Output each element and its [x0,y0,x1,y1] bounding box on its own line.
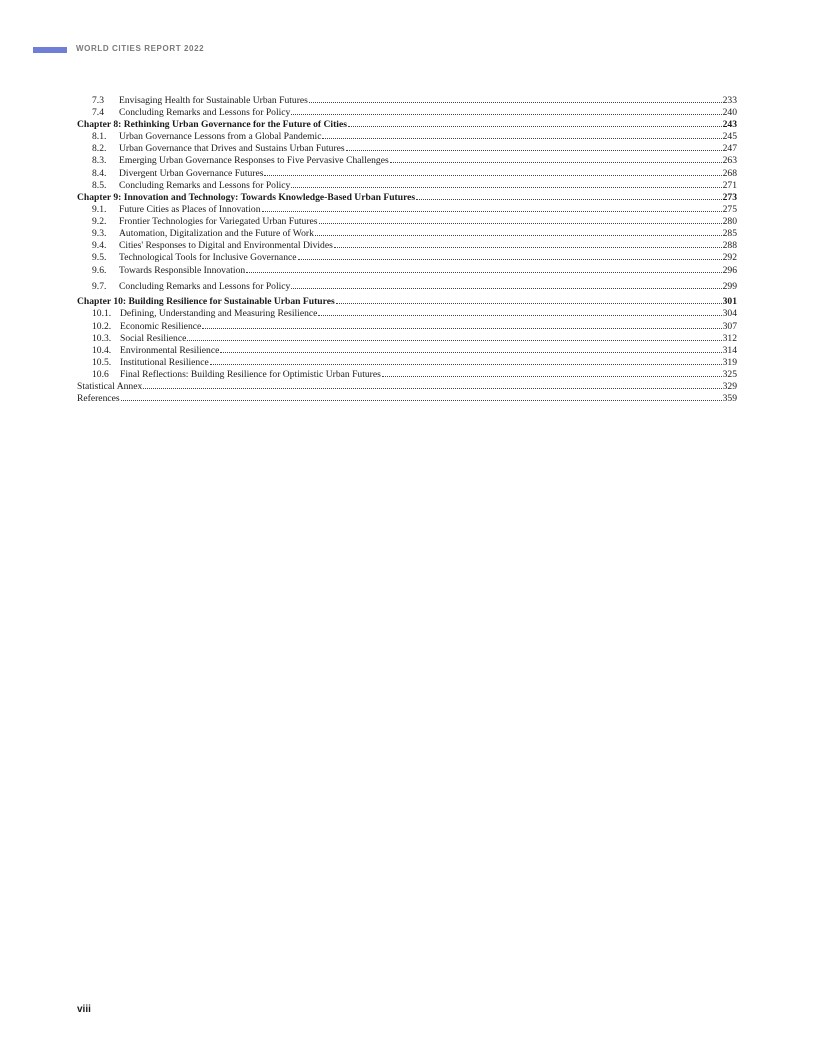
dot-leader [210,356,722,365]
table-of-contents [77,94,737,404]
toc-entry-page: 312 [722,332,737,344]
dot-leader [220,344,721,353]
running-header-title: WORLD CITIES REPORT 2022 [76,44,205,53]
toc-entry-title: Frontier Technologies for Variegated Urban Futures [119,215,318,227]
toc-entry[interactable] [77,94,737,106]
dot-leader [202,320,721,329]
toc-entry-title: Towards Responsible Innovation [119,265,246,277]
toc-entry[interactable] [77,380,737,392]
toc-entry-title: Concluding Remarks and Lessons for Policy [119,107,291,119]
dot-leader [315,227,722,236]
toc-entry-number: 8.3. [92,155,107,167]
dot-leader [291,106,721,115]
toc-entry-title: Economic Resilience [120,320,202,332]
toc-entry[interactable] [77,142,737,154]
toc-entry-number: 9.1. [92,203,107,215]
toc-entry-page: 273 [722,191,737,203]
toc-entry-number: 7.4 [92,107,104,119]
dot-leader [390,154,722,163]
toc-entry-number: 9.2. [92,215,107,227]
toc-entry[interactable] [77,344,737,356]
toc-entry-title: Divergent Urban Governance Futures [119,167,264,179]
dot-leader [348,118,722,127]
page-number: viii [77,1004,91,1015]
dot-leader [262,203,722,212]
dot-leader [346,142,722,151]
toc-entry-page: 359 [722,393,737,405]
toc-entry-number: 10.1. [92,308,112,320]
toc-entry-page: 275 [722,203,737,215]
toc-entry-number: 10.4. [92,344,112,356]
toc-entry-page: 247 [722,143,737,155]
toc-entry-number: 7.3 [92,95,104,106]
toc-entry-title: Chapter 10: Building Resilience for Sustainable Urban Futures [77,296,335,308]
toc-entry[interactable] [77,215,737,227]
toc-entry[interactable] [77,356,737,368]
toc-entry[interactable] [77,203,737,215]
toc-entry-number: 10.3. [92,332,112,344]
dot-leader [322,130,721,139]
toc-entry-page: 263 [722,155,737,167]
toc-entry[interactable] [77,392,737,404]
toc-entry[interactable] [77,279,737,295]
toc-entry-page: 301 [722,296,737,308]
toc-entry-page: 268 [722,167,737,179]
dot-leader [246,264,721,273]
dot-leader [336,295,722,304]
toc-entry-page: 288 [722,240,737,252]
toc-entry-title: Chapter 8: Rethinking Urban Governance for the Future of Cities [77,119,347,131]
toc-chapter-entry[interactable] [77,118,737,130]
dot-leader [318,307,721,316]
header-accent-bar [33,47,67,53]
toc-entry-number: 9.3. [92,228,107,240]
toc-entry-title: Final Reflections: Building Resilience for Optimistic Urban Futures [120,368,381,380]
toc-entry[interactable] [77,307,737,319]
toc-entry-page: 329 [722,380,737,392]
toc-entry-title: References [77,393,120,405]
toc-entry-page: 233 [722,95,737,106]
toc-entry-number: 8.2. [92,143,107,155]
toc-entry[interactable] [77,106,737,118]
toc-entry-number: 9.4. [92,240,107,252]
toc-entry-title: Environmental Resilience [120,344,220,356]
toc-entry-page: 299 [722,281,737,293]
toc-entry-number: 10.2. [92,320,112,332]
dot-leader [298,251,722,260]
toc-entry-title: Social Resilience [120,332,187,344]
toc-entry[interactable] [77,332,737,344]
toc-entry-page: 319 [722,356,737,368]
toc-entry-title: Emerging Urban Governance Responses to Five Pervasive Challenges [119,155,389,167]
toc-entry-number: 8.4. [92,167,107,179]
toc-entry[interactable] [77,263,737,279]
toc-entry-number: 9.6. [92,265,107,277]
toc-entry-title: Defining, Understanding and Measuring Resilience [120,308,318,320]
toc-entry[interactable] [77,167,737,179]
toc-entry-title: Institutional Resilience [120,356,209,368]
toc-entry-page: 245 [722,131,737,143]
toc-entry-title: Future Cities as Places of Innovation [119,203,261,215]
toc-entry-page: 307 [722,320,737,332]
toc-entry-title: Urban Governance Lessons from a Global Pandemic [119,131,322,143]
toc-entry-title: Statistical Annex [77,380,143,392]
toc-entry[interactable] [77,368,737,380]
dot-leader [143,380,721,389]
toc-entry[interactable] [77,154,737,166]
dot-leader [334,239,722,248]
toc-chapter-entry[interactable] [77,191,737,203]
toc-entry-page: 243 [722,119,737,131]
dot-leader [309,94,722,103]
toc-entry[interactable] [77,320,737,332]
toc-entry[interactable] [77,179,737,191]
toc-entry-page: 280 [722,215,737,227]
dot-leader [291,280,721,289]
toc-entry-number: 8.5. [92,179,107,191]
toc-entry-page: 304 [722,308,737,320]
toc-entry-number: 10.5. [92,356,112,368]
dot-leader [121,392,722,401]
toc-entry[interactable] [77,251,737,263]
dot-leader [187,332,721,341]
dot-leader [382,368,722,377]
toc-entry-title: Concluding Remarks and Lessons for Policy [119,281,291,293]
toc-entry-page: 240 [722,107,737,119]
toc-entry-title: Envisaging Health for Sustainable Urban Futures [119,95,308,106]
toc-entry-page: 292 [722,252,737,264]
toc-entry[interactable] [77,130,737,142]
toc-entry-number: 10.6 [92,368,109,380]
toc-entry-page: 314 [722,344,737,356]
toc-entry-page: 325 [722,368,737,380]
toc-chapter-entry[interactable] [77,295,737,307]
toc-entry-page: 271 [722,179,737,191]
dot-leader [264,167,721,176]
toc-entry-title: Automation, Digitalization and the Future of Work [119,228,314,240]
toc-entry-title: Technological Tools for Inclusive Governance [119,252,297,264]
toc-entry-page: 285 [722,228,737,240]
dot-leader [319,215,722,224]
toc-entry-page: 296 [722,265,737,277]
toc-entry-title: Cities' Responses to Digital and Environmental Divides [119,240,333,252]
dot-leader [416,191,721,200]
toc-entry-number: 8.1. [92,131,107,143]
toc-entry-number: 9.5. [92,252,107,264]
toc-entry-title: Concluding Remarks and Lessons for Policy [119,179,291,191]
toc-entry[interactable] [77,227,737,239]
toc-entry-title: Urban Governance that Drives and Sustains Urban Futures [119,143,345,155]
toc-entry-number: 9.7. [92,281,107,293]
dot-leader [291,179,721,188]
toc-entry[interactable] [77,239,737,251]
toc-entry-title: Chapter 9: Innovation and Technology: Towards Knowledge-Based Urban Futures [77,191,416,203]
